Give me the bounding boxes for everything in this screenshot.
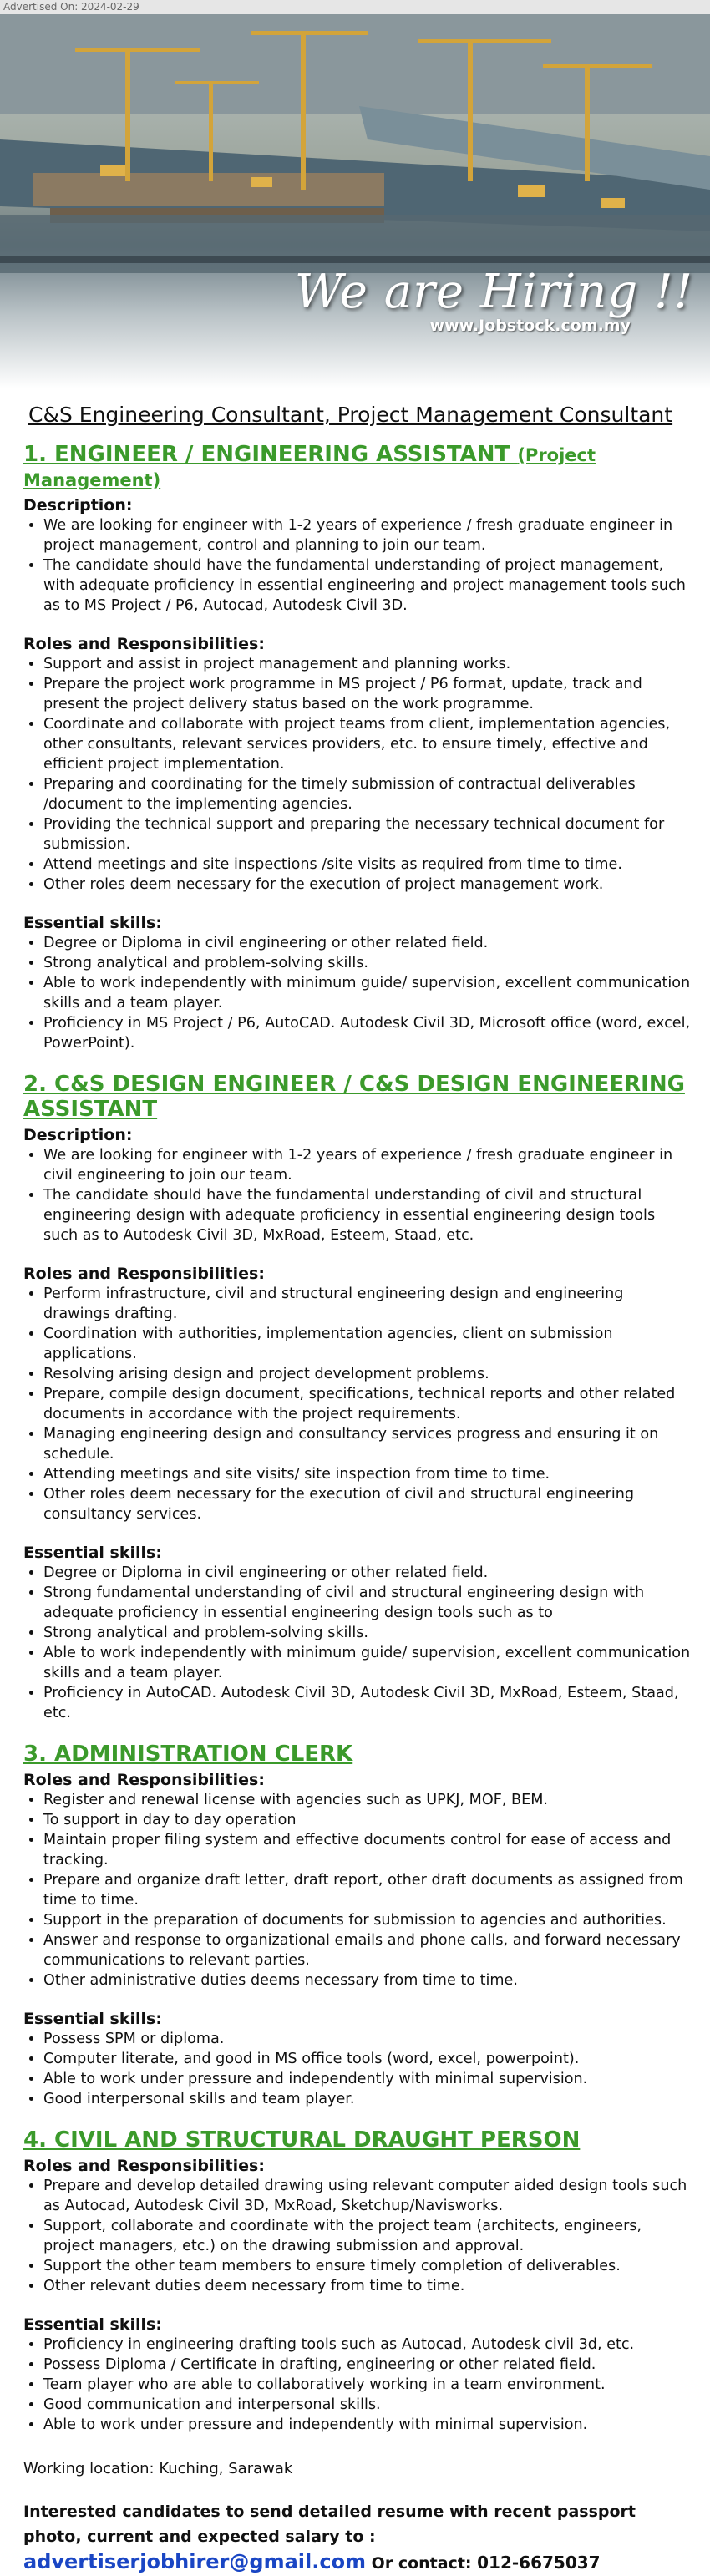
job-section-4 <box>23 2127 692 2435</box>
list-item: • Other administrative duties deems necessary from time to time. <box>43 1970 692 1990</box>
list-item: • Support the other team members to ensure timely completion of deliverables. <box>43 2256 692 2276</box>
list-item: • Good interpersonal skills and team player. <box>43 2089 692 2109</box>
roles-label: Roles and Responsibilities: <box>23 1265 265 1283</box>
list-item: • Degree or Diploma in civil engineering or other related field. <box>43 1563 692 1583</box>
description-label: Description: <box>23 1126 133 1144</box>
list-item: • Providing the technical support and preparing the necessary technical document for submission. <box>43 814 692 854</box>
contact-instructions: Interested candidates to send detailed resume with recent passport photo, current and expected salary to <box>23 2502 636 2546</box>
list-item: • Attending meetings and site visits/ site inspection from time to time. <box>43 1464 692 1484</box>
list-item: • Able to work under pressure and independently with minimal supervision. <box>43 2069 692 2089</box>
list-item: • Register and renewal license with agencies such as UPKJ, MOF, BEM. <box>43 1790 692 1810</box>
hero-banner <box>0 14 710 388</box>
contact-or-label: Or contact: <box>366 2554 478 2573</box>
list-item: • Preparing and coordinating for the timely submission of contractual deliverables /document to the implementing agencies. <box>43 774 692 814</box>
list-item: • Possess Diploma / Certificate in drafting, engineering or other related field. <box>43 2355 692 2375</box>
company-name: C&S Engineering Consultant, Project Management Consultant <box>28 403 673 427</box>
job-title-2: 2. C&S DESIGN ENGINEER / C&S DESIGN ENGINEERING ASSISTANT <box>23 1072 685 1122</box>
list-item: • Good communication and interpersonal skills. <box>43 2395 692 2415</box>
job-section-2 <box>23 1072 692 1723</box>
skills-list <box>23 2335 692 2435</box>
description-label: Description: <box>23 496 133 515</box>
list-item: • Proficiency in engineering drafting tools such as Autocad, Autodesk civil 3d, etc. <box>43 2335 692 2355</box>
roles-list <box>23 654 692 895</box>
job-title-1 <box>23 442 692 492</box>
skills-label: Essential skills: <box>23 2315 162 2334</box>
list-item: • Other roles deem necessary for the execution of civil and structural engineering consultancy services. <box>43 1484 692 1524</box>
description-list <box>23 515 692 616</box>
list-item: • Answer and response to organizational emails and phone calls, and forward necessary communications to relevant parties. <box>43 1930 692 1970</box>
skills-list <box>23 1563 692 1723</box>
working-location: Working location: Kuching, Sarawak <box>23 2460 293 2477</box>
list-item: • Managing engineering design and consultancy services progress and ensuring it on schedule. <box>43 1424 692 1464</box>
list-item: • Other roles deem necessary for the execution of project management work. <box>43 875 692 895</box>
job-content <box>23 394 692 2576</box>
list-item: • Computer literate, and good in MS office tools (word, excel, powerpoint). <box>43 2049 692 2069</box>
roles-label: Roles and Responsibilities: <box>23 1771 265 1789</box>
roles-list <box>23 1790 692 1990</box>
contact-colon: : <box>363 2528 376 2546</box>
contact-phone: 012-6675037 <box>477 2553 601 2573</box>
roles-list <box>23 2176 692 2296</box>
list-item: • Prepare and organize draft letter, draft report, other draft documents as assigned from time to time. <box>43 1870 692 1910</box>
job-section-1 <box>23 442 692 1053</box>
website-url: www.Jobstock.com.my <box>429 317 631 335</box>
list-item: • Support, collaborate and coordinate with the project team (architects, engineers, project managers, etc.) on the drawing submission and approval. <box>43 2216 692 2256</box>
skills-label: Essential skills: <box>23 1544 162 1562</box>
contact-email-link[interactable]: advertiserjobhirer@gmail.com <box>23 2550 367 2573</box>
list-item: • Able to work under pressure and independently with minimal supervision. <box>43 2415 692 2435</box>
list-item: • Strong analytical and problem-solving skills. <box>43 953 692 973</box>
contact-info <box>23 2499 692 2576</box>
advertised-on: Advertised On: 2024-02-29 <box>0 0 710 14</box>
list-item: • Team player who are able to collaboratively working in a team environment. <box>43 2375 692 2395</box>
list-item: • Able to work independently with minimum guide/ supervision, excellent communication skills and a team player. <box>43 1643 692 1683</box>
list-item: • Resolving arising design and project development problems. <box>43 1364 692 1384</box>
skills-list <box>23 933 692 1053</box>
skills-label: Essential skills: <box>23 914 162 932</box>
list-item: • Attend meetings and site inspections /site visits as required from time to time. <box>43 854 692 875</box>
job-section-3 <box>23 1742 692 2109</box>
list-item: • We are looking for engineer with 1-2 years of experience / fresh graduate engineer in civil engineering to join our team. <box>43 1145 692 1185</box>
skills-label: Essential skills: <box>23 2010 162 2028</box>
list-item: • Maintain proper filing system and effective documents control for ease of access and tracking. <box>43 1830 692 1870</box>
list-item: • The candidate should have the fundamental understanding of civil and structural engineering design with adequate proficiency in essential engineering design tools such as to Autodesk Civil 3D, MxRoad, Esteem, Staad, etc. <box>43 1185 692 1245</box>
list-item: • Other relevant duties deem necessary from time to time. <box>43 2276 692 2296</box>
list-item: • Prepare, compile design document, specifications, technical reports and other related documents in accordance with the project requirements. <box>43 1384 692 1424</box>
job-title-text: 1. ENGINEER / ENGINEERING ASSISTANT <box>23 442 510 467</box>
list-item: • Degree or Diploma in civil engineering or other related field. <box>43 933 692 953</box>
list-item: • Strong analytical and problem-solving skills. <box>43 1623 692 1643</box>
list-item: • We are looking for engineer with 1-2 years of experience / fresh graduate engineer in project management, control and planning to join our team. <box>43 515 692 555</box>
list-item: • Prepare the project work programme in MS project / P6 format, update, track and present the project delivery status based on the work programme. <box>43 674 692 714</box>
list-item: • Able to work independently with minimum guide/ supervision, excellent communication skills and a team player. <box>43 973 692 1013</box>
list-item: • Coordination with authorities, implementation agencies, client on submission applications. <box>43 1324 692 1364</box>
list-item: • Perform infrastructure, civil and structural engineering design and engineering drawings drafting. <box>43 1284 692 1324</box>
list-item: • To support in day to day operation <box>43 1810 692 1830</box>
description-list <box>23 1145 692 1245</box>
list-item: • Support in the preparation of documents for submission to agencies and authorities. <box>43 1910 692 1930</box>
list-item: • Strong fundamental understanding of civil and structural engineering design with adequate proficiency in essential engineering design tools such as to <box>43 1583 692 1623</box>
list-item: • Coordinate and collaborate with project teams from client, implementation agencies, other consultants, relevant services providers, etc. to ensure timely, effective and efficient project implementation. <box>43 714 692 774</box>
job-title-4: 4. CIVIL AND STRUCTURAL DRAUGHT PERSON <box>23 2127 581 2153</box>
roles-label: Roles and Responsibilities: <box>23 635 265 653</box>
list-item: • Proficiency in AutoCAD. Autodesk Civil 3D, Autodesk Civil 3D, MxRoad, Esteem, Staad, etc. <box>43 1683 692 1723</box>
hiring-banner-text: We are Hiring !! <box>294 265 693 319</box>
list-item: • Prepare and develop detailed drawing using relevant computer aided design tools such as Autocad, Autodesk Civil 3D, MxRoad, Sketchup/Navisworks. <box>43 2176 692 2216</box>
skills-list <box>23 2029 692 2109</box>
job-title-3: 3. ADMINISTRATION CLERK <box>23 1742 353 1767</box>
list-item: • Possess SPM or diploma. <box>43 2029 692 2049</box>
list-item: • Support and assist in project management and planning works. <box>43 654 692 674</box>
roles-label: Roles and Responsibilities: <box>23 2157 265 2175</box>
list-item: • The candidate should have the fundamental understanding of project management, with adequate proficiency in essential engineering and project management tools such as to MS Project / P6, Autocad, Autodesk Civil 3D. <box>43 555 692 616</box>
roles-list <box>23 1284 692 1524</box>
list-item: • Proficiency in MS Project / P6, AutoCAD. Autodesk Civil 3D, Microsoft office (word, excel, PowerPoint). <box>43 1013 692 1053</box>
job-subtitle: (Project Management) <box>23 445 596 490</box>
